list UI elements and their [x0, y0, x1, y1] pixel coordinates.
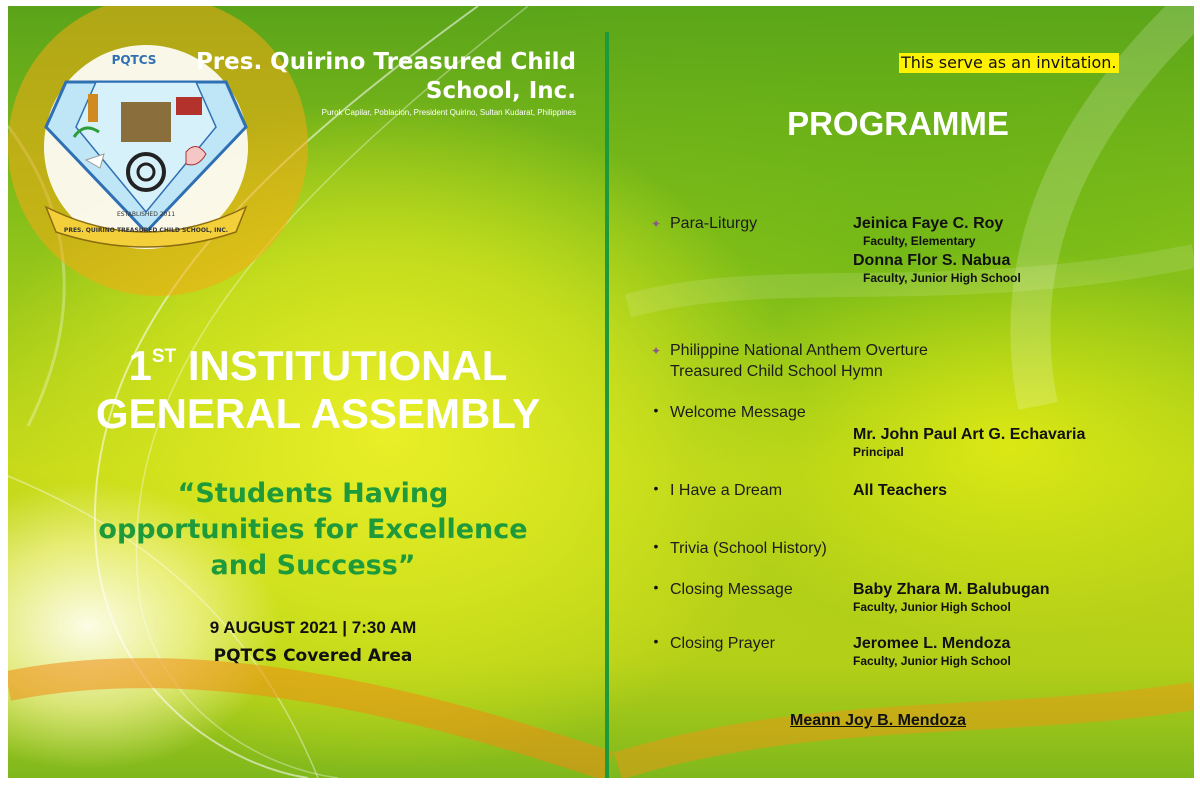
school-name: [158, 48, 576, 106]
event-theme: [48, 476, 578, 584]
event-title-line2: GENERAL ASSEMBLY: [95, 390, 541, 437]
programme-person: Jeromee L. Mendoza: [853, 635, 1011, 652]
invitation-note: This serve as an invitation.: [901, 53, 1117, 72]
programme-title: PROGRAMME: [787, 105, 1009, 142]
programme-person: Baby Zhara M. Balubugan: [853, 581, 1050, 598]
logo-ribbon-text: PRES. QUIRINO TREASURED CHILD SCHOOL, INC.: [63, 227, 229, 234]
programme-role: Faculty, Junior High School: [853, 600, 1011, 614]
programme-activity: Closing Prayer: [670, 635, 775, 652]
event-venue: PQTCS Covered Area: [213, 646, 413, 666]
theme-line1: “Students Having: [177, 478, 449, 509]
event-ordinal-number: 1: [128, 342, 152, 389]
programme-person: All Teachers: [853, 482, 947, 499]
panel-divider: [605, 32, 609, 778]
programme-activity: Closing Message: [670, 581, 793, 598]
bullet-icon: •: [653, 480, 659, 496]
programme-activity: I Have a Dream: [670, 482, 783, 499]
school-address: Purok Capilar, Poblacion, President Quirino, Sultan Kudarat, Philippines: [321, 108, 576, 117]
programme-person: Mr. John Paul Art G. Echavaria: [853, 426, 1086, 443]
theme-line2: opportunities for Excellence: [98, 514, 528, 545]
event-title: [38, 342, 598, 438]
bullet-icon: •: [653, 402, 659, 418]
programme-activity: Welcome Message: [670, 404, 806, 421]
programme-activity-line2: Treasured Child School Hymn: [670, 363, 883, 380]
programme-role: Principal: [853, 445, 904, 459]
event-date-time: 9 AUGUST 2021 | 7:30 AM: [209, 618, 417, 637]
programme-activity: Para-Liturgy: [670, 215, 758, 232]
bullet-icon: •: [653, 538, 659, 554]
programme-person: Donna Flor S. Nabua: [853, 252, 1011, 269]
bullet-icon: •: [653, 633, 659, 649]
programme-activity: Philippine National Anthem Overture: [670, 342, 928, 359]
event-title-line1: INSTITUTIONAL: [187, 342, 508, 389]
programme-role: Faculty, Elementary: [863, 234, 976, 248]
invitation-canvas: [8, 6, 1194, 778]
bullet-icon: •: [653, 579, 659, 595]
theme-line3: and Success”: [210, 550, 416, 581]
logo-established-text: ESTABLISHED 2011: [116, 211, 176, 218]
star-bullet-icon: ✦: [650, 217, 662, 231]
logo-label: PQTCS: [111, 53, 157, 67]
star-bullet-icon: ✦: [650, 344, 662, 358]
programme-person: Jeinica Faye C. Roy: [853, 215, 1004, 232]
event-ordinal-suffix: ST: [151, 346, 177, 367]
school-name-line1: Pres. Quirino Treasured Child: [195, 49, 576, 75]
signatory-name: Meann Joy B. Mendoza: [790, 712, 967, 729]
programme-role: Faculty, Junior High School: [863, 271, 1021, 285]
school-name-line2: School, Inc.: [425, 78, 576, 104]
programme-activity: Trivia (School History): [670, 540, 827, 557]
programme-role: Faculty, Junior High School: [853, 654, 1011, 668]
